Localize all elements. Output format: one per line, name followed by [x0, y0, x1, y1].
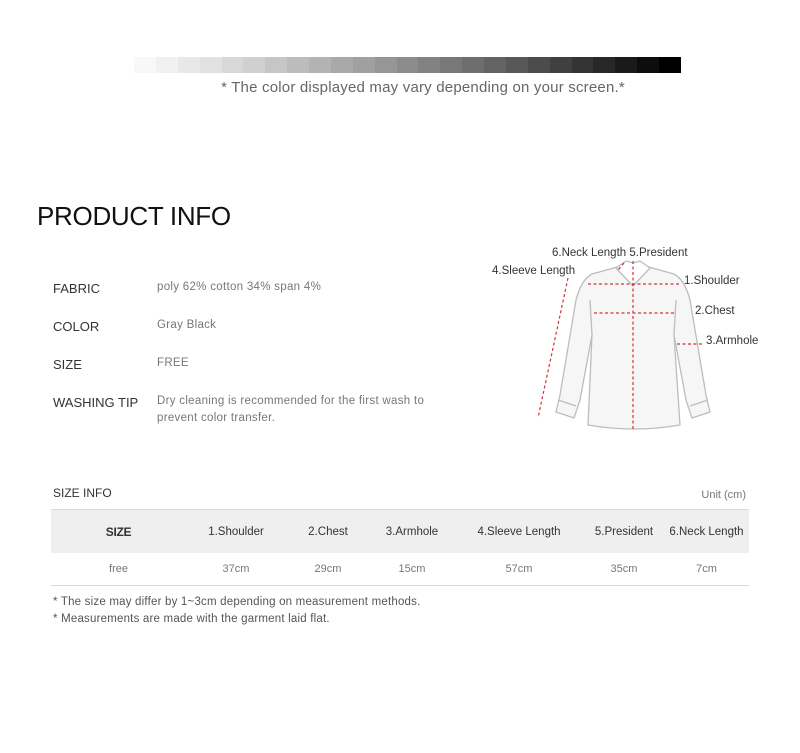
cell-president: 35cm [610, 563, 638, 575]
gradient-swatch [506, 57, 528, 73]
header-chest: 2.Chest [308, 525, 348, 538]
cell-sleeve-length: 57cm [505, 563, 533, 575]
cell-armhole: 15cm [398, 563, 426, 575]
table-header-row [51, 510, 749, 554]
gradient-swatch [462, 57, 484, 73]
gradient-swatch [134, 57, 156, 73]
gradient-swatch [287, 57, 309, 73]
gradient-swatch [353, 57, 375, 73]
spec-value: Dry cleaning is recommended for the first wash to prevent color transfer. [157, 395, 425, 424]
cell-shoulder: 37cm [222, 563, 250, 575]
gradient-swatch [615, 57, 637, 73]
spec-value: Gray Black [157, 319, 217, 331]
spec-label: SIZE [53, 357, 82, 372]
label-shoulder: 1.Shoulder [684, 275, 740, 287]
size-table [51, 509, 749, 586]
gradient-swatch [550, 57, 572, 73]
gradient-swatch [659, 57, 681, 73]
gradient-swatch [243, 57, 265, 73]
cell-chest: 29cm [314, 563, 342, 575]
spec-value: poly 62% cotton 34% span 4% [157, 281, 322, 293]
color-disclaimer: * The color displayed may vary depending on your screen.* [221, 79, 625, 96]
header-sleeve-length: 4.Sleeve Length [477, 525, 561, 538]
size-notes [53, 594, 420, 628]
gradient-swatch [178, 57, 200, 73]
measurement-diagram [488, 240, 778, 440]
gradient-swatch [156, 57, 178, 73]
note-measurement-method: * The size may differ by 1~3cm depending on measurement methods. [53, 596, 421, 608]
label-neck-president: 6.Neck Length 5.President [552, 247, 688, 259]
gradient-swatch [309, 57, 331, 73]
unit-label: Unit (cm) [701, 489, 746, 501]
label-armhole: 3.Armhole [706, 335, 759, 347]
header-shoulder: 1.Shoulder [208, 525, 264, 538]
gradient-swatch [572, 57, 594, 73]
header-size: SIZE [105, 524, 132, 539]
gradient-swatch [418, 57, 440, 73]
spec-label: COLOR [53, 319, 100, 334]
gradient-swatch [375, 57, 397, 73]
label-sleeve-length: 4.Sleeve Length [492, 265, 576, 277]
gradient-swatch [265, 57, 287, 73]
gradient-swatch [528, 57, 550, 73]
header-armhole: 3.Armhole [385, 525, 439, 538]
label-chest: 2.Chest [695, 305, 735, 317]
cell-size: free [109, 563, 128, 575]
gradient-swatch [397, 57, 419, 73]
note-laid-flat: * Measurements are made with the garment laid flat. [53, 613, 330, 625]
spec-label: FABRIC [53, 281, 100, 296]
spec-value: FREE [157, 357, 189, 369]
header-neck-length: 6.Neck Length [669, 525, 744, 538]
cell-neck-length: 7cm [696, 563, 717, 575]
header-president: 5.President [594, 525, 654, 538]
gradient-swatch [200, 57, 222, 73]
gradient-swatch [593, 57, 615, 73]
gradient-swatch [331, 57, 353, 73]
spec-label: WASHING TIP [53, 395, 139, 410]
table-row [51, 553, 749, 586]
color-gradient-bar [134, 57, 681, 73]
gradient-swatch [484, 57, 506, 73]
gradient-swatch [440, 57, 462, 73]
gradient-swatch [222, 57, 244, 73]
gradient-swatch [637, 57, 659, 73]
product-info-title: PRODUCT INFO [37, 201, 231, 231]
size-info-title: SIZE INFO [53, 486, 112, 500]
